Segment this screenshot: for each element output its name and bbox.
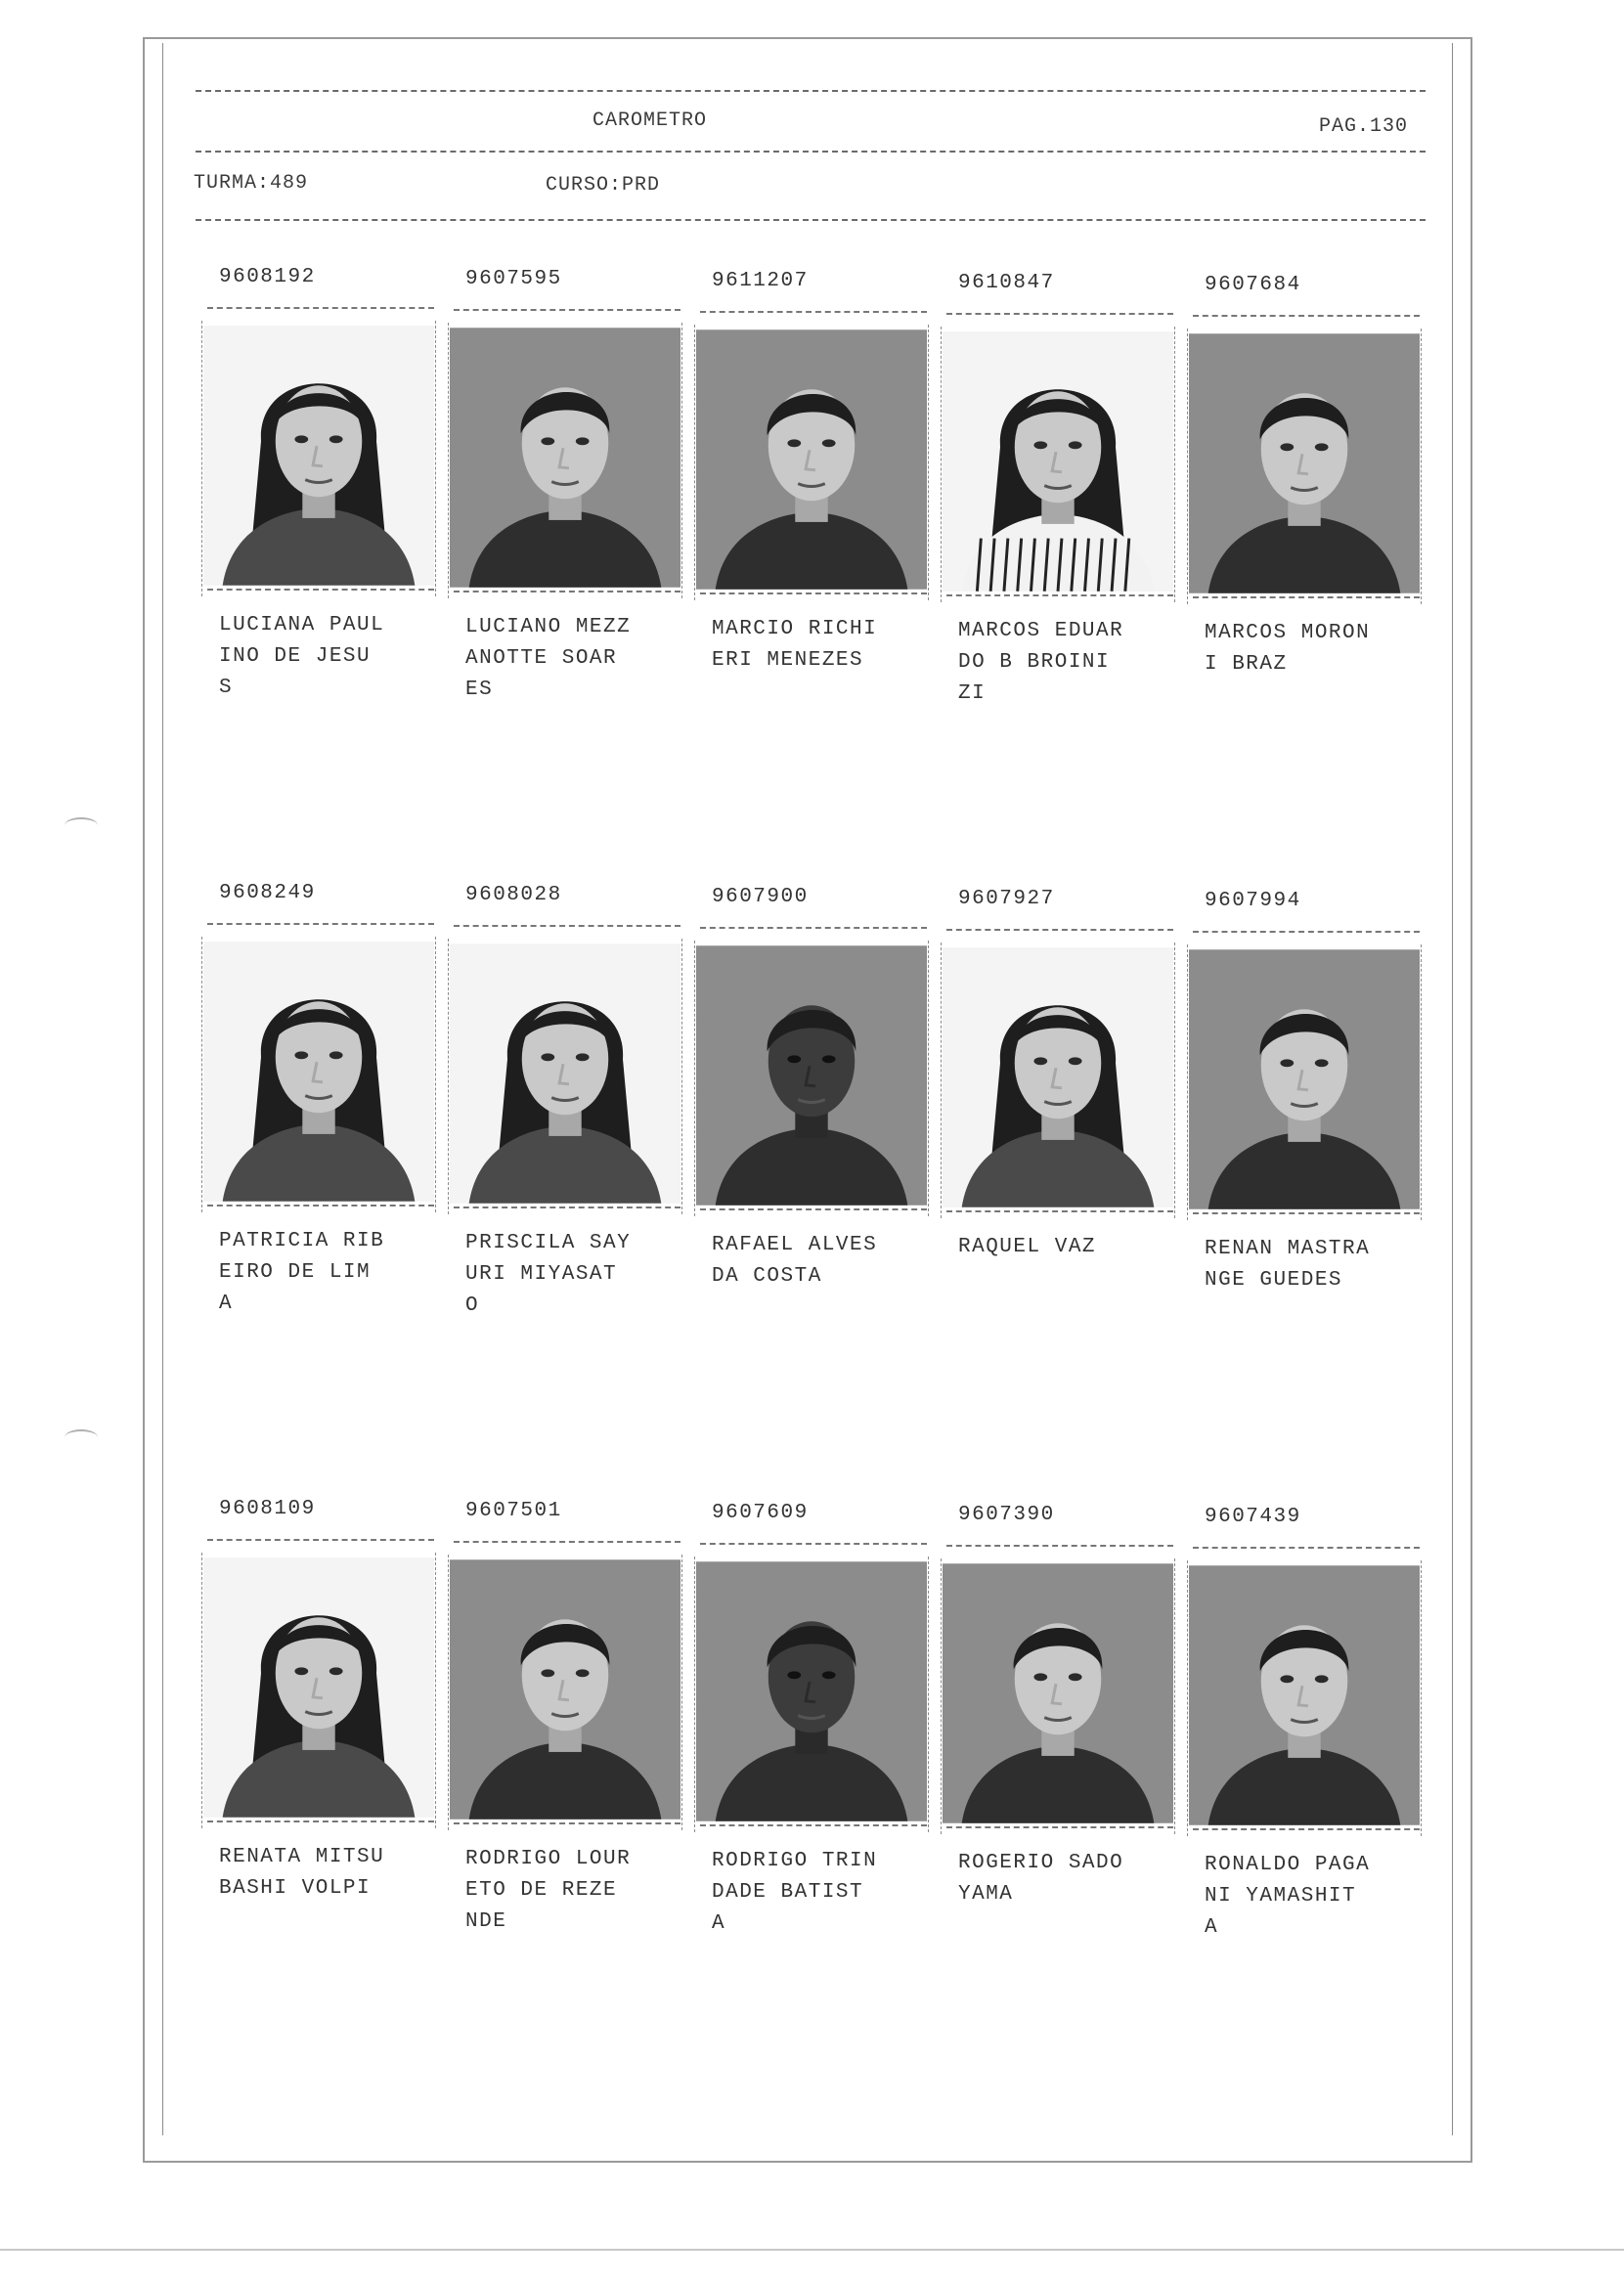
- student-photo: [696, 1560, 927, 1822]
- student-card: [199, 1498, 434, 1948]
- student-card: [1185, 274, 1420, 724]
- scan-edge: [0, 2249, 1624, 2251]
- student-card: [1185, 890, 1420, 1339]
- card-divider: [207, 589, 434, 591]
- student-photo: [696, 329, 927, 591]
- student-card: [939, 1504, 1173, 1953]
- card-divider: [946, 594, 1173, 596]
- card-divider: [700, 311, 927, 313]
- student-photo: [943, 1562, 1173, 1824]
- student-photo: [203, 325, 434, 587]
- student-name: MARCIO RICHI ERI MENEZES: [712, 618, 878, 672]
- student-id: 9607595: [465, 268, 562, 290]
- card-divider: [946, 1545, 1173, 1547]
- student-card: [199, 266, 434, 716]
- card-divider: [454, 309, 680, 311]
- turma-label: TURMA:489: [194, 172, 309, 195]
- student-name: RONALDO PAGA NI YAMASHIT A: [1205, 1854, 1371, 1939]
- header-divider: [196, 219, 1426, 221]
- student-name: LUCIANO MEZZ ANOTTE SOAR ES: [465, 616, 632, 701]
- card-divider: [1193, 596, 1420, 598]
- card-divider: [207, 1539, 434, 1541]
- student-card: [692, 270, 927, 720]
- student-photo: [943, 946, 1173, 1208]
- card-divider: [454, 591, 680, 592]
- student-name: MARCOS MORON I BRAZ: [1205, 622, 1371, 676]
- student-id: 9611207: [712, 270, 809, 292]
- student-photo: [1189, 332, 1420, 594]
- student-name: RODRIGO LOUR ETO DE REZE NDE: [465, 1848, 632, 1933]
- student-name: ROGERIO SADO YAMA: [958, 1852, 1124, 1906]
- curso-label: CURSO:PRD: [546, 174, 661, 197]
- student-card: [199, 882, 434, 1332]
- card-divider: [454, 925, 680, 927]
- student-name: RODRIGO TRIN DADE BATIST A: [712, 1850, 878, 1935]
- card-divider: [700, 1543, 927, 1545]
- card-divider: [454, 1206, 680, 1208]
- card-divider: [207, 1820, 434, 1822]
- student-photo: [450, 327, 680, 589]
- student-card: [1185, 1506, 1420, 1955]
- card-divider: [1193, 1212, 1420, 1214]
- header-divider: [196, 151, 1426, 153]
- card-divider: [700, 927, 927, 929]
- student-id: 9607684: [1205, 274, 1301, 296]
- header-divider: [196, 90, 1426, 92]
- card-divider: [207, 307, 434, 309]
- punch-hole-mark: [65, 817, 98, 833]
- student-name: PATRICIA RIB EIRO DE LIM A: [219, 1230, 385, 1315]
- student-name: RENAN MASTRA NGE GUEDES: [1205, 1238, 1371, 1292]
- student-id: 9607927: [958, 888, 1055, 910]
- student-card: [446, 1500, 680, 1950]
- student-id: 9607609: [712, 1502, 809, 1524]
- page-number: PAG.130: [1319, 115, 1409, 138]
- student-id: 9607439: [1205, 1506, 1301, 1528]
- card-divider: [1193, 315, 1420, 317]
- student-id: 9607390: [958, 1504, 1055, 1526]
- student-id: 9610847: [958, 272, 1055, 294]
- student-id: 9607900: [712, 886, 809, 908]
- card-divider: [700, 592, 927, 594]
- card-divider: [700, 1824, 927, 1826]
- student-card: [446, 268, 680, 718]
- student-photo: [696, 944, 927, 1206]
- student-card: [939, 272, 1173, 722]
- student-photo: [203, 941, 434, 1203]
- card-divider: [946, 1826, 1173, 1828]
- card-divider: [454, 1822, 680, 1824]
- report-title: CAROMETRO: [593, 110, 708, 132]
- student-name: MARCOS EDUAR DO B BROINI ZI: [958, 620, 1124, 705]
- student-photo: [203, 1557, 434, 1819]
- student-id: 9608249: [219, 882, 316, 904]
- student-card: [692, 1502, 927, 1952]
- student-card: [692, 886, 927, 1336]
- card-divider: [946, 929, 1173, 931]
- student-id: 9608109: [219, 1498, 316, 1520]
- punch-hole-mark: [65, 1429, 98, 1445]
- student-name: RAQUEL VAZ: [958, 1236, 1097, 1258]
- card-divider: [700, 1208, 927, 1210]
- student-id: 9608028: [465, 884, 562, 906]
- student-card: [446, 884, 680, 1334]
- card-divider: [1193, 1547, 1420, 1549]
- student-photo: [1189, 1564, 1420, 1826]
- card-divider: [207, 1205, 434, 1206]
- student-photo: [450, 943, 680, 1205]
- student-name: RENATA MITSU BASHI VOLPI: [219, 1846, 385, 1900]
- student-photo: [1189, 948, 1420, 1210]
- student-id: 9607501: [465, 1500, 562, 1522]
- card-divider: [946, 1210, 1173, 1212]
- card-divider: [207, 923, 434, 925]
- card-divider: [1193, 1828, 1420, 1830]
- student-photo: [450, 1558, 680, 1820]
- student-id: 9608192: [219, 266, 316, 288]
- student-photo: [943, 330, 1173, 592]
- student-card: [939, 888, 1173, 1338]
- student-name: RAFAEL ALVES DA COSTA: [712, 1234, 878, 1288]
- student-name: PRISCILA SAY URI MIYASAT O: [465, 1232, 632, 1317]
- card-divider: [946, 313, 1173, 315]
- student-id: 9607994: [1205, 890, 1301, 912]
- card-divider: [454, 1541, 680, 1543]
- card-divider: [1193, 931, 1420, 933]
- student-name: LUCIANA PAUL INO DE JESU S: [219, 614, 385, 699]
